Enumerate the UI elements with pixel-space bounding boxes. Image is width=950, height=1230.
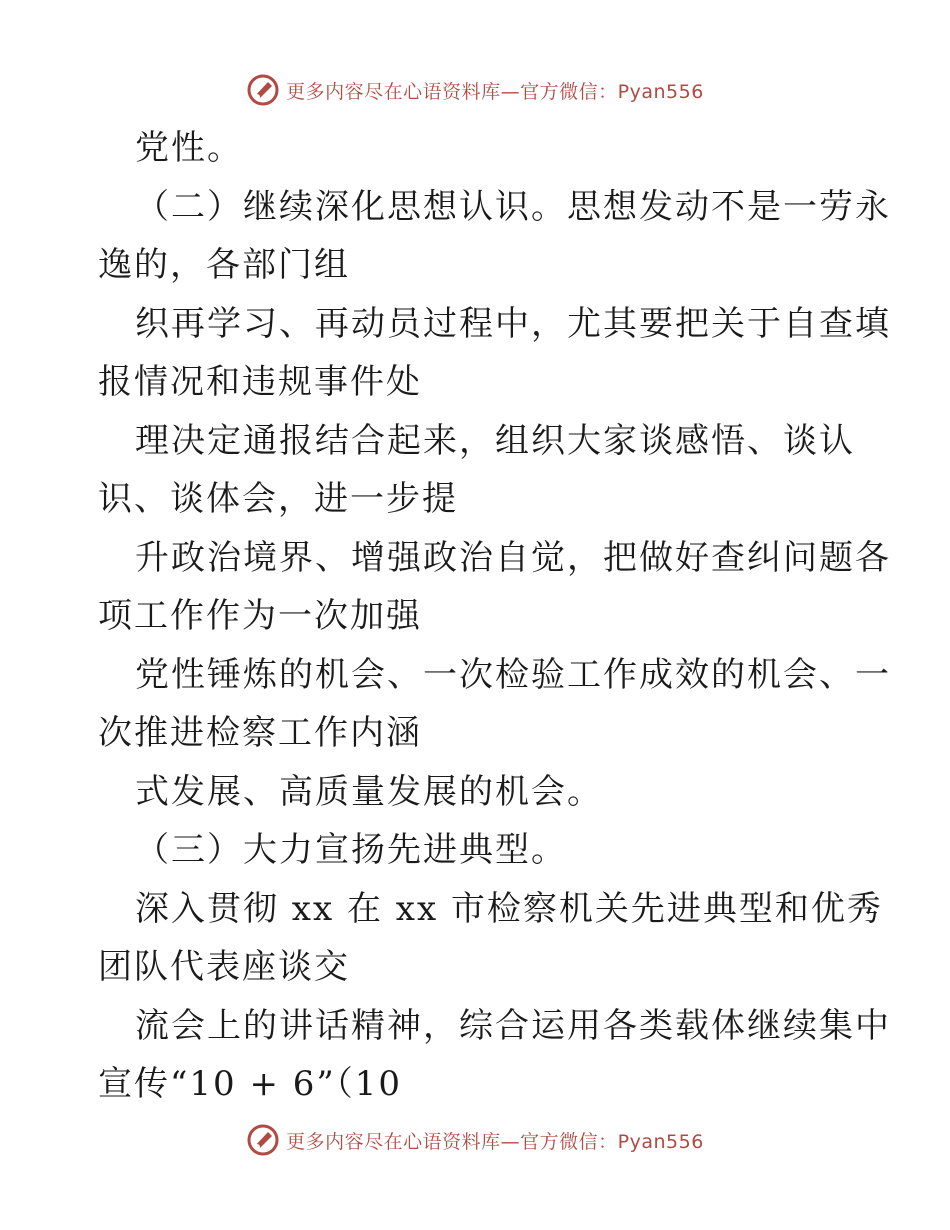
footer-watermark bbox=[0, 1120, 950, 1160]
text-line: 项工作作为一次加强 bbox=[98, 596, 422, 636]
text-line: 团队代表座谈交 bbox=[98, 947, 350, 987]
watermark-text: 更多内容尽在心语资料库—官方微信：Pyan556 bbox=[286, 80, 704, 103]
text-line: 式发展、高质量发展的机会。 bbox=[135, 772, 603, 812]
text-line: 宣传“10 + 6”（10 bbox=[98, 1064, 403, 1104]
text-line: 次推进检察工作内涵 bbox=[98, 713, 422, 753]
pen-circle-logo-icon bbox=[246, 1123, 280, 1157]
text-line: （二）继续深化思想认识。思想发动不是一劳永 bbox=[135, 187, 891, 227]
text-line: 报情况和违规事件处 bbox=[98, 362, 422, 402]
text-line: （三）大力宣扬先进典型。 bbox=[135, 830, 567, 870]
text-line: 织再学习、再动员过程中，尤其要把关于自查填 bbox=[135, 304, 891, 344]
watermark-text: 更多内容尽在心语资料库—官方微信：Pyan556 bbox=[286, 1130, 704, 1153]
text-line: 识、谈体会，进一步提 bbox=[98, 479, 458, 519]
text-line: 逸的，各部门组 bbox=[98, 245, 350, 285]
text-line: 深入贯彻 xx 在 xx 市检察机关先进典型和优秀 bbox=[135, 889, 883, 929]
text-line: 理决定通报结合起来，组织大家谈感悟、谈认 bbox=[135, 421, 855, 461]
text-line: 党性。 bbox=[135, 128, 243, 168]
text-line: 党性锤炼的机会、一次检验工作成效的机会、一 bbox=[135, 655, 891, 695]
text-line: 升政治境界、增强政治自觉，把做好查纠问题各 bbox=[135, 538, 891, 578]
text-line: 流会上的讲话精神，综合运用各类载体继续集中 bbox=[135, 1006, 891, 1046]
